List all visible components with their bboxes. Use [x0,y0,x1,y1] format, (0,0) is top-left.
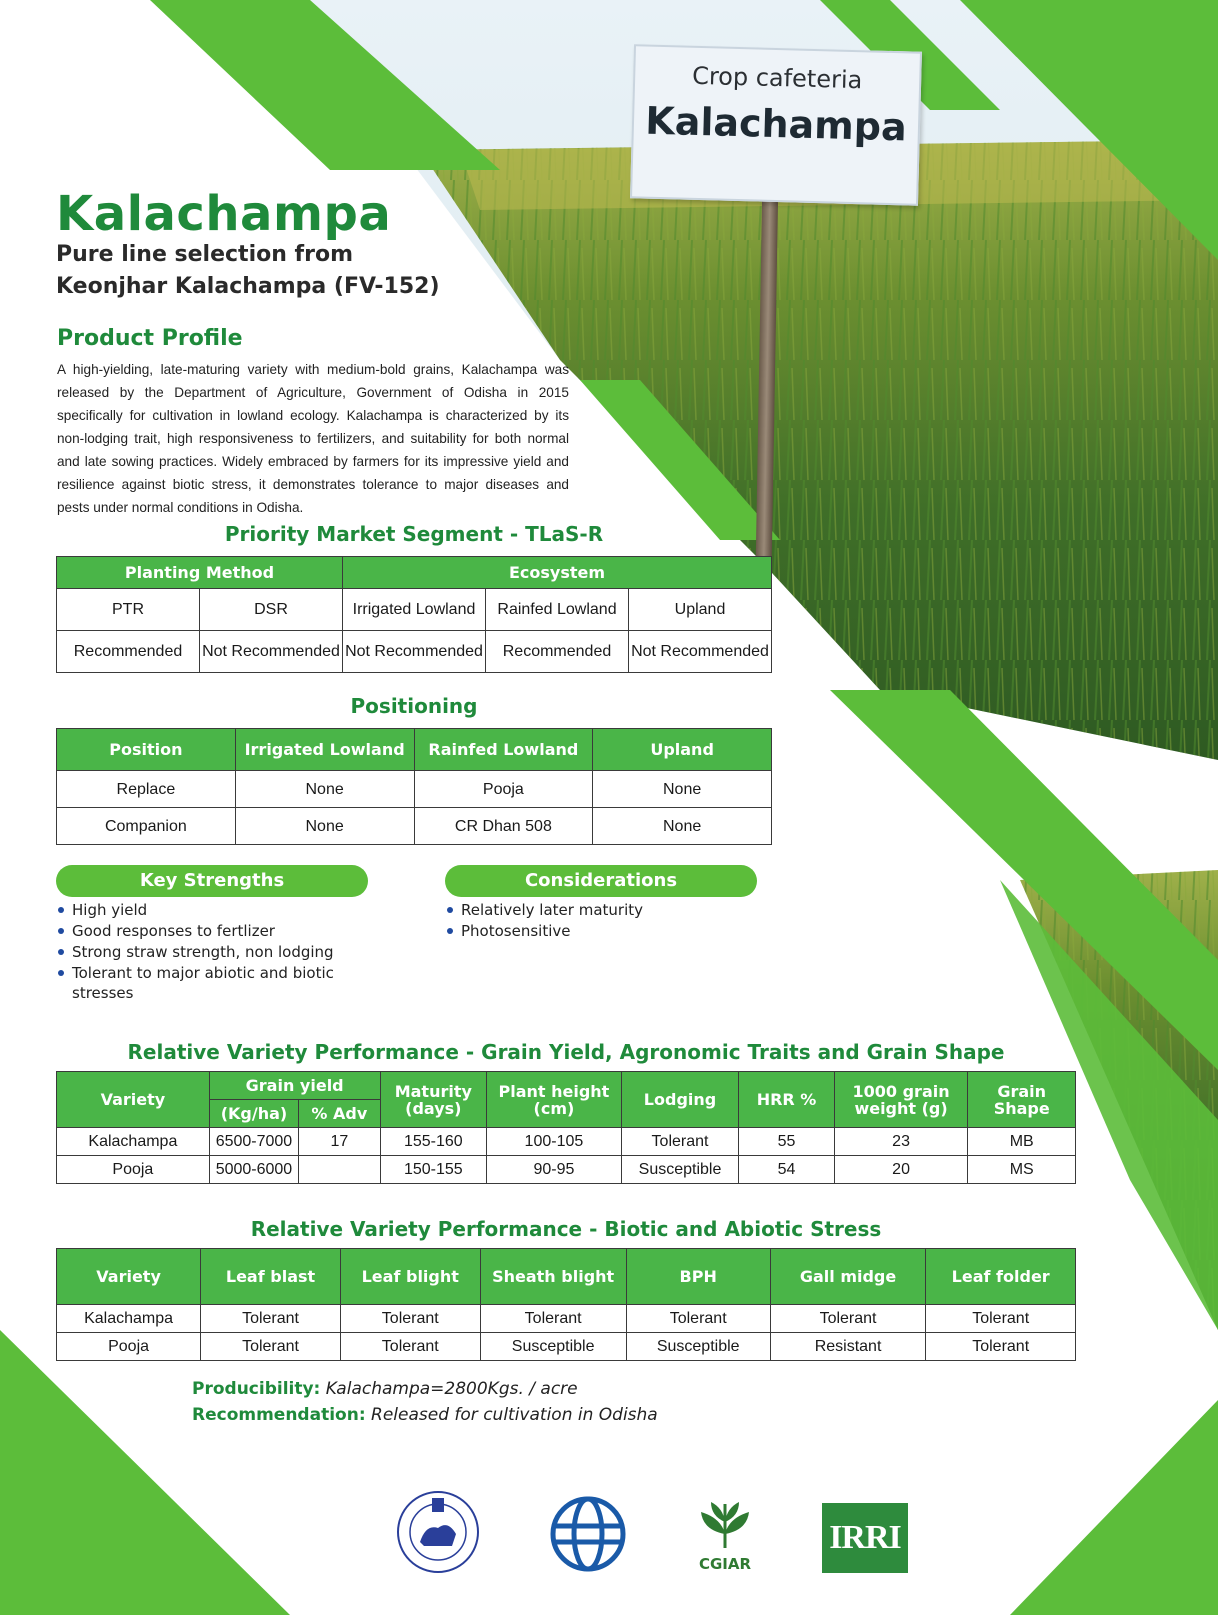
market-col-irrigated: Irrigated Lowland [343,589,486,631]
sign-top-text: Crop cafeteria [691,61,863,95]
subtitle-line1: Pure line selection from [56,242,354,267]
producibility-line [192,1379,578,1399]
stress-cell: Susceptible [626,1333,770,1361]
stress-cell: Tolerant [340,1333,480,1361]
odisha-govt-seal-icon [396,1490,480,1574]
stress-table [56,1248,1076,1361]
cgiar-logo [690,1494,760,1578]
table-row [57,1305,1076,1333]
positioning-header-position: Position [57,729,236,771]
positioning-heading: Positioning [350,694,478,718]
perf-cell: 54 [739,1156,834,1184]
producibility-value: Kalachampa=2800Kgs. / acre [325,1379,578,1399]
stress-cell: Susceptible [480,1333,626,1361]
perf-cell: MB [968,1128,1076,1156]
key-strengths-list [56,900,376,1004]
recommendation-value: Released for cultivation in Odisha [371,1405,658,1425]
perf-header-variety: Variety [57,1072,210,1128]
planting-method-header: Planting Method [57,557,343,589]
perf-header-shape: Grain Shape [968,1072,1076,1128]
recommendation-line [192,1405,658,1425]
stress-heading: Relative Variety Performance - Biotic and Abiotic Stress [250,1217,882,1241]
positioning-cell: None [593,808,772,845]
cgiar-leaf-icon [695,1494,755,1550]
list-item: Good responses to fertlizer [56,921,376,941]
positioning-header-rainfed: Rainfed Lowland [414,729,593,771]
market-value-irrigated: Not Recommended [343,631,486,673]
stress-cell: Kalachampa [57,1305,201,1333]
subtitle-line2: Keonjhar Kalachampa (FV-152) [56,274,440,299]
perf-cell [299,1156,380,1184]
perf-header-lodging: Lodging [621,1072,739,1128]
stress-header-sheath-blight: Sheath blight [480,1249,626,1305]
perf-cell: Kalachampa [57,1128,210,1156]
market-col-dsr: DSR [200,589,343,631]
perf-cell: MS [968,1156,1076,1184]
stress-header-leaf-folder: Leaf folder [926,1249,1076,1305]
list-item: Photosensitive [445,921,765,941]
world-bank-globe-icon [550,1496,626,1572]
key-strengths-pill: Key Strengths [56,865,368,897]
stress-cell: Tolerant [340,1305,480,1333]
perf-cell: 20 [834,1156,968,1184]
perf-header-height: Plant height (cm) [487,1072,622,1128]
market-value-rainfed: Recommended [486,631,629,673]
positioning-cell: None [593,771,772,808]
positioning-cell: Replace [57,771,236,808]
positioning-header-upland: Upland [593,729,772,771]
producibility-label: Producibility: [192,1379,321,1399]
positioning-cell: Companion [57,808,236,845]
list-item: Tolerant to major abiotic and biotic stresses [56,963,376,1003]
market-value-dsr: Not Recommended [200,631,343,673]
stress-cell: Resistant [770,1333,926,1361]
irri-logo: IRRI [822,1503,908,1573]
positioning-cell: Pooja [414,771,593,808]
recommendation-label: Recommendation: [192,1405,366,1425]
performance-table [56,1071,1076,1184]
performance-heading: Relative Variety Performance - Grain Yield, Agronomic Traits and Grain Shape [127,1040,1005,1064]
stress-cell: Tolerant [626,1305,770,1333]
positioning-table [56,728,772,845]
stress-cell: Pooja [57,1333,201,1361]
page-title: Kalachampa [56,186,392,242]
perf-cell: 150-155 [380,1156,487,1184]
market-segment-heading: Priority Market Segment - TLaS-R [224,522,604,546]
market-col-ptr: PTR [57,589,200,631]
ecosystem-header: Ecosystem [343,557,772,589]
perf-cell: 17 [299,1128,380,1156]
perf-cell: Tolerant [621,1128,739,1156]
market-value-upland: Not Recommended [629,631,772,673]
market-col-rainfed: Rainfed Lowland [486,589,629,631]
table-row [57,1128,1076,1156]
considerations-pill: Considerations [445,865,757,897]
perf-header-weight: 1000 grain weight (g) [834,1072,968,1128]
perf-cell: Susceptible [621,1156,739,1184]
perf-header-kgha: (Kg/ha) [209,1100,298,1128]
perf-cell: 6500-7000 [209,1128,298,1156]
sign-main-text: Kalachampa [644,98,908,150]
product-profile-text: A high-yielding, late-maturing variety with medium-bold grains, Kalachampa was released by the Department of Agriculture, Government of Odisha in 2015 specifically for cultivation in lowland ecology. Kalachampa is characterized by its non-lodging trait, high responsiveness to fertilizers, and suitability for both normal and late sowing practices. Widely embraced by farmers for its impressive yield and resilience against biotic stress, it demonstrates tolerance to major diseases and pests under normal conditions in Odisha. [57,362,569,515]
list-item: Relatively later maturity [445,900,765,920]
market-value-ptr: Recommended [57,631,200,673]
perf-header-grain-yield: Grain yield [209,1072,380,1100]
market-segment-table [56,556,772,673]
perf-cell: 5000-6000 [209,1156,298,1184]
perf-header-maturity: Maturity (days) [380,1072,487,1128]
stress-cell: Tolerant [770,1305,926,1333]
table-row [57,771,772,808]
perf-cell: 23 [834,1128,968,1156]
perf-header-adv: % Adv [299,1100,380,1128]
stress-cell: Tolerant [926,1305,1076,1333]
stress-header-bph: BPH [626,1249,770,1305]
cgiar-text: CGIAR [698,1555,752,1573]
stress-header-variety: Variety [57,1249,201,1305]
table-row [57,1156,1076,1184]
perf-cell: 90-95 [487,1156,622,1184]
table-row [57,1333,1076,1361]
stress-header-leaf-blast: Leaf blast [201,1249,341,1305]
product-profile-heading: Product Profile [57,326,243,351]
positioning-cell: None [235,771,414,808]
field-sign [630,44,922,205]
positioning-header-irrigated: Irrigated Lowland [235,729,414,771]
stress-cell: Tolerant [201,1333,341,1361]
list-item: Strong straw strength, non lodging [56,942,376,962]
stress-cell: Tolerant [926,1333,1076,1361]
stress-header-leaf-blight: Leaf blight [340,1249,480,1305]
stress-cell: Tolerant [480,1305,626,1333]
positioning-cell: None [235,808,414,845]
stress-cell: Tolerant [201,1305,341,1333]
positioning-cell: CR Dhan 508 [414,808,593,845]
perf-header-hrr: HRR % [739,1072,834,1128]
market-col-upland: Upland [629,589,772,631]
perf-cell: Pooja [57,1156,210,1184]
table-row [57,808,772,845]
perf-cell: 155-160 [380,1128,487,1156]
list-item: High yield [56,900,376,920]
stress-header-gall-midge: Gall midge [770,1249,926,1305]
perf-cell: 100-105 [487,1128,622,1156]
considerations-list [445,900,765,942]
perf-cell: 55 [739,1128,834,1156]
